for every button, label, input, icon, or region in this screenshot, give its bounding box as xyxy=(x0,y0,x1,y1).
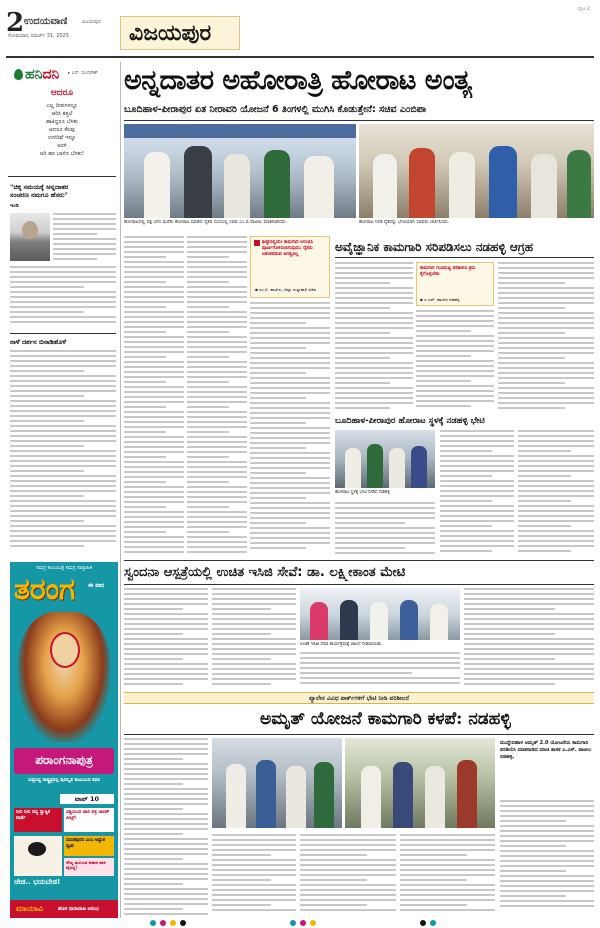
left-story1-headline: "ಚಿಕ್ಕ ಸಮಯಕ್ಕೆ ಅನ್ನದಾತರ ಸಂಚರಣ ನಮಗೂ ಹೆಸರು" xyxy=(10,183,69,199)
logo-dani: ದನಿ xyxy=(42,66,60,83)
hospital-headline: ಸ್ವಂದನಾ ಆಸ್ಪತ್ರೆಯಲ್ಲಿ ಉಚಿತ ಇಸಿಜಿ ಸೇವೆ: ಡಾ. ಲಕ್ಷ್ಮೀಕಾಂತ ಮೇಟಿ xyxy=(124,565,406,580)
rule xyxy=(335,257,594,258)
masthead xyxy=(0,0,600,62)
photo-figure xyxy=(314,762,334,828)
right-story-col3 xyxy=(498,262,594,412)
left-story2-headline: ನಾಳೆ ದರ್ಶನ ಬಿನಾಡಿಹೊಳೆ xyxy=(10,338,67,346)
poem-line: ಆರಿಸಿ ಕತ್ತಲೆ xyxy=(51,111,73,117)
main-caption-right: ಹೋರಾಟ ನಿರತ ರೈತರನ್ನು ಭೇಟಿಯಾಗಿ ಸಚಿವರು ಚರ್ಚಿಸಿದರು. xyxy=(359,220,450,225)
edition-label: ವಿಜಯಪುರ xyxy=(82,19,101,25)
poem-line: ಆದರೂ ಕೆಲವು xyxy=(49,127,75,133)
photo-banner xyxy=(124,124,356,138)
section-title: ವಿಜಯಪುರ xyxy=(129,20,212,46)
photo-figure xyxy=(367,444,383,488)
mark-icon xyxy=(420,920,426,926)
ad-card4: ಸೌಖ್ಯ ತುಂಬುವ ಆಹಾರ ಪಾಕ ವೈವಿಧ್ಯ! xyxy=(66,860,106,871)
amrut-text3 xyxy=(300,834,396,918)
photo-figure xyxy=(409,148,435,218)
section-title-box xyxy=(120,16,240,50)
main-quote-by: ▪ ಎಂ.ಬಿ. ಪಾಟೀಲ, ಜಿಲ್ಲಾ ಉಸ್ತುವಾರಿ ಸಚಿವ xyxy=(255,287,317,292)
ad-spider-area xyxy=(14,836,62,876)
mark-icon xyxy=(300,920,306,926)
portrait-photo xyxy=(10,213,50,261)
photo-figure xyxy=(310,602,328,640)
logo-hani: ಹನಿ xyxy=(25,66,43,83)
mark-icon xyxy=(430,920,436,926)
photo-figure xyxy=(567,150,591,218)
left-story1-text-cont xyxy=(10,266,116,328)
photo-figure xyxy=(286,766,306,828)
photo-figure xyxy=(264,150,290,218)
mark-icon xyxy=(180,920,186,926)
photo-figure xyxy=(457,760,477,828)
column-rule xyxy=(120,62,121,918)
page-number: 2 xyxy=(6,8,25,38)
ad-feature-sub: ಸುಪ್ರಸಿದ್ಧ ರಾಷ್ಟ್ರಪ್ರಶಸ್ತಿ ಪುರಸ್ಕೃತ ಕುಟುಂಬದ ಕಥನ xyxy=(28,778,100,783)
ad-card-pink xyxy=(64,858,114,876)
ad-issue: ಈ ವಾರ xyxy=(88,582,105,589)
hanidani-author: ▸ ಎಸ್. ಸುಂದರೇಶ್ xyxy=(68,71,98,76)
rule xyxy=(10,333,116,334)
main-photo-right xyxy=(359,124,594,218)
left-story1-byline: ಇಂಡಿ xyxy=(10,203,19,209)
park-strip-text: ಪ್ಯಾಲೇಸ ವಿವಿಧ ಪಾರ್ಕ್‌ಗಳಿಗೆ ಭೇಟಿ ನೀಡಿ ಪರಿಶೀಲನೆ xyxy=(309,695,409,702)
photo-figure xyxy=(340,600,358,640)
hospital-caption: ಉಚಿತ ಇಸಿಜಿ ಸೇವಾ ಕಾರ್ಯಕ್ರಮಕ್ಕೆ ಚಾಲನೆ ನೀಡಲಾಯಿತು. xyxy=(300,642,383,647)
taranga-ad[interactable] xyxy=(10,562,118,918)
right-story-headline: ಅವೈಜ್ಞಾನಿಕ ಕಾಮಗಾರಿ ಸರಿಪಡಿಸಲು ನಡಹಳ್ಳಿ ಆಗ್ರಹ xyxy=(335,240,534,254)
mark-icon xyxy=(290,920,296,926)
amrut-text2 xyxy=(212,834,296,918)
rule xyxy=(8,176,116,177)
poem-line: ಅರಳಿ xyxy=(57,143,67,149)
park-strip xyxy=(124,692,594,704)
amrut-text1 xyxy=(124,738,208,918)
main-photo-left xyxy=(124,124,356,218)
ad-card2: ವಿಶ್ಚಿಯಂದ ಜಾಲಿ ಪತ್ರ ಜಾಣಿಕ್ ಪೀಟ್ಸ್! xyxy=(66,810,110,821)
visit-caption: ಹೋರಾಟ ಸ್ಥಳಕ್ಕೆ ಭೇಟಿ ನೀಡಿದ ನಡಹಳ್ಳಿ xyxy=(335,490,390,495)
ad-top10: ಟಾಪ್ 10 xyxy=(74,795,100,803)
hospital-photo xyxy=(300,588,460,640)
main-headline: ಅನ್ನದಾತರ ಅಹೋರಾತ್ರಿ ಹೋರಾಟ ಅಂತ್ಯ xyxy=(124,65,472,96)
ad-card3: ವಸಂತಪುರದ ಎಂಬ ಅದ್ಭುತ ದ್ವೀಪ xyxy=(66,838,105,849)
ad-card-white xyxy=(64,808,114,832)
right-quote-box xyxy=(416,262,494,306)
quote-icon xyxy=(254,240,260,246)
rule xyxy=(124,120,594,121)
brand-name: ಉದಯವಾಣಿ xyxy=(24,16,68,27)
hanidani-box xyxy=(8,62,116,172)
hanidani-logo xyxy=(14,64,59,84)
main-story-col1 xyxy=(124,236,184,556)
poem-line: ಎಲ್ಲ ದೀಪಗಳನ್ನೂ xyxy=(46,103,78,109)
ad-top10-box xyxy=(60,794,114,804)
photo-figure xyxy=(226,764,246,828)
photo-figure xyxy=(361,766,381,828)
photo-figure xyxy=(304,156,334,218)
poem-line: ಹಾಕಿದ್ದರೂ ಬೆಳಕು xyxy=(46,119,78,125)
ad-footer-title: ಮಾಯಾವಿ xyxy=(16,904,43,913)
amrut-text5 xyxy=(500,800,594,918)
photo-figure xyxy=(393,762,413,828)
photo-figure xyxy=(373,154,397,218)
ad-figure-face xyxy=(50,632,80,668)
amrut-side-note: ಮುದ್ದೇಬಿಹಾಳ ಅಮೃತ್ 2.0 ಯೋಜನೆಯ ಕಾಮಗಾರಿ ಪರಿಶೀಲಿಸಿ ಮಾತನಾಡಿದ ಮಾಜಿ ಶಾಸಕ ಎ.ಎಸ್. ಪಾಟೀಲ ನಡಹಳ್ಳಿ. xyxy=(500,740,592,760)
ad-footer xyxy=(10,900,118,918)
ad-tagline: ಸಮಗ್ರ ಕುಟುಂಬಕ್ಕೆ ಸಮಗ್ರ ಸಾಪ್ತಾಹಿಕ xyxy=(36,566,92,571)
left-story2-text xyxy=(10,350,116,550)
visit-story-text2 xyxy=(518,430,594,556)
corner-label: ಪುಟ 2 xyxy=(577,6,590,12)
photo-figure xyxy=(224,154,250,218)
right-story-col2 xyxy=(416,310,494,412)
photo-figure xyxy=(531,154,557,218)
print-marks xyxy=(150,920,450,926)
hospital-text3 xyxy=(300,652,460,688)
ad-magazine-name: ತರಂಗ xyxy=(14,572,76,607)
rule xyxy=(124,560,594,561)
masthead-rule xyxy=(6,56,594,58)
ad-feature-title: ಪರಾಂಗನಾಪುತ್ರ xyxy=(35,753,93,767)
poem-body xyxy=(8,102,116,158)
photo-figure xyxy=(144,152,170,218)
mark-icon xyxy=(160,920,166,926)
mark-icon xyxy=(150,920,156,926)
amrut-text4 xyxy=(400,834,495,918)
poem-line: ಉಳಿದಿವೆ ಇನ್ನೂ xyxy=(47,135,77,141)
visit-story-headline: ಬೂದಿಹಾಳ-ಪೀರಾಪುರ ಹೋರಾಟ ಸ್ಥಳಕ್ಕೆ ನಡಹಳ್ಳಿ ಭೇಟಿ xyxy=(335,416,485,426)
photo-figure xyxy=(345,448,361,488)
ad-footer-sub: ಹೊಸ ಧಾರಾವಾಹಿ ಆರಂಭ xyxy=(58,907,99,912)
main-quote-box xyxy=(250,236,330,298)
photo-figure xyxy=(449,152,475,218)
ad-card-yellow xyxy=(64,836,114,856)
mark-icon xyxy=(310,920,316,926)
right-quote: ಕಾಮಗಾರಿ ಗುಣಮಟ್ಟ ಪರಿಶೀಲಿಸಿ ಕ್ರಮ ಕೈಗೊಳ್ಳಬೇಕು xyxy=(420,266,476,277)
ad-card1: ನೀನಿ ನೀನಿ ನದ್ಯ ಸ್ವಾತ್ವಿಕ ವಾರ್ತೆ xyxy=(16,810,51,821)
poem-title: ಆದರೂ xyxy=(50,88,74,98)
visit-story-text1 xyxy=(440,430,514,556)
hospital-text2 xyxy=(212,588,296,688)
spider-icon xyxy=(28,842,46,856)
ad-feature-box xyxy=(14,748,114,774)
main-story-col2 xyxy=(187,236,247,556)
rule xyxy=(124,584,594,585)
poem-line: ಅರಿ ಹರ ಬಾಳಿದ ಬೆಳಕು! xyxy=(39,151,85,157)
photo-figure xyxy=(184,146,212,218)
photo-figure xyxy=(370,602,388,640)
visit-story-text3 xyxy=(335,502,435,556)
issue-date: ಸೋಮವಾರ, ಮಾರ್ಚ್ 31, 2025 xyxy=(8,33,70,39)
photo-figure xyxy=(256,760,276,828)
right-quote-by: ▪ ಎ.ಎಸ್. ಪಾಟೀಲ ನಡಹಳ್ಳಿ xyxy=(420,297,460,302)
portrait-face xyxy=(22,221,38,239)
drop-icon xyxy=(14,69,23,80)
hospital-text4 xyxy=(464,588,594,688)
mark-icon xyxy=(170,920,176,926)
rule xyxy=(124,734,594,735)
photo-figure xyxy=(389,448,405,488)
photo-figure xyxy=(430,604,448,640)
visit-photo xyxy=(335,430,435,488)
photo-figure xyxy=(489,146,517,218)
photo-figure xyxy=(400,600,418,640)
amrut-headline: ಅಮೃತ್ ಯೋಜನೆ ಕಾಮಗಾರಿ ಕಳಪೆ: ನಡಹಳ್ಳಿ xyxy=(260,709,511,729)
photo-figure xyxy=(411,446,427,488)
amrut-photo-left xyxy=(212,738,342,828)
left-story1-text xyxy=(53,213,116,263)
right-story-col1 xyxy=(335,262,413,412)
main-caption-left: ಹೋರಾಟದಲ್ಲಿ ಪಕ್ಷ ಭೇದ ಮರೆತು ಹೋರಾಟ ಮಾಡಿದ ರೈತರ ಸಭೆಯಲ್ಲಿ ಸಚಿವ ಎಂ.ಬಿ.ಪಾಟೀಲ ಮಾತನಾಡಿದರು. xyxy=(124,220,288,225)
photo-figure xyxy=(425,766,445,828)
main-story-col3 xyxy=(250,302,330,556)
ad-fear: ಜೇಡ.. ಭಯಬೇಡ! xyxy=(14,878,61,886)
main-quote: ಶೀಘ್ರದಲ್ಲಿಯೇ ಕಾಮಗಾರಿ ಆರಂಭಿಸಿ ಪೂರ್ಣಗೊಳಿಸಲಾಗುವುದು; ರೈತರು ಆತಂಕಪಡುವ ಅಗತ್ಯವಿಲ್ಲ xyxy=(262,240,314,257)
main-subheadline: ಬೂದಿಹಾಳ-ಪೀರಾಪುರ ಏತ ನೀರಾವರಿ ಯೋಜನೆ 6 ತಿಂಗಳಲ್ಲಿ ಮುಗಿಸಿ ಕೊಡುತ್ತೇನೆ: ಸಚಿವ ಎಂಬಿಪಾ xyxy=(124,104,427,115)
amrut-photo-right xyxy=(345,738,495,828)
hospital-text1 xyxy=(124,588,208,688)
ad-card-red xyxy=(14,808,62,832)
